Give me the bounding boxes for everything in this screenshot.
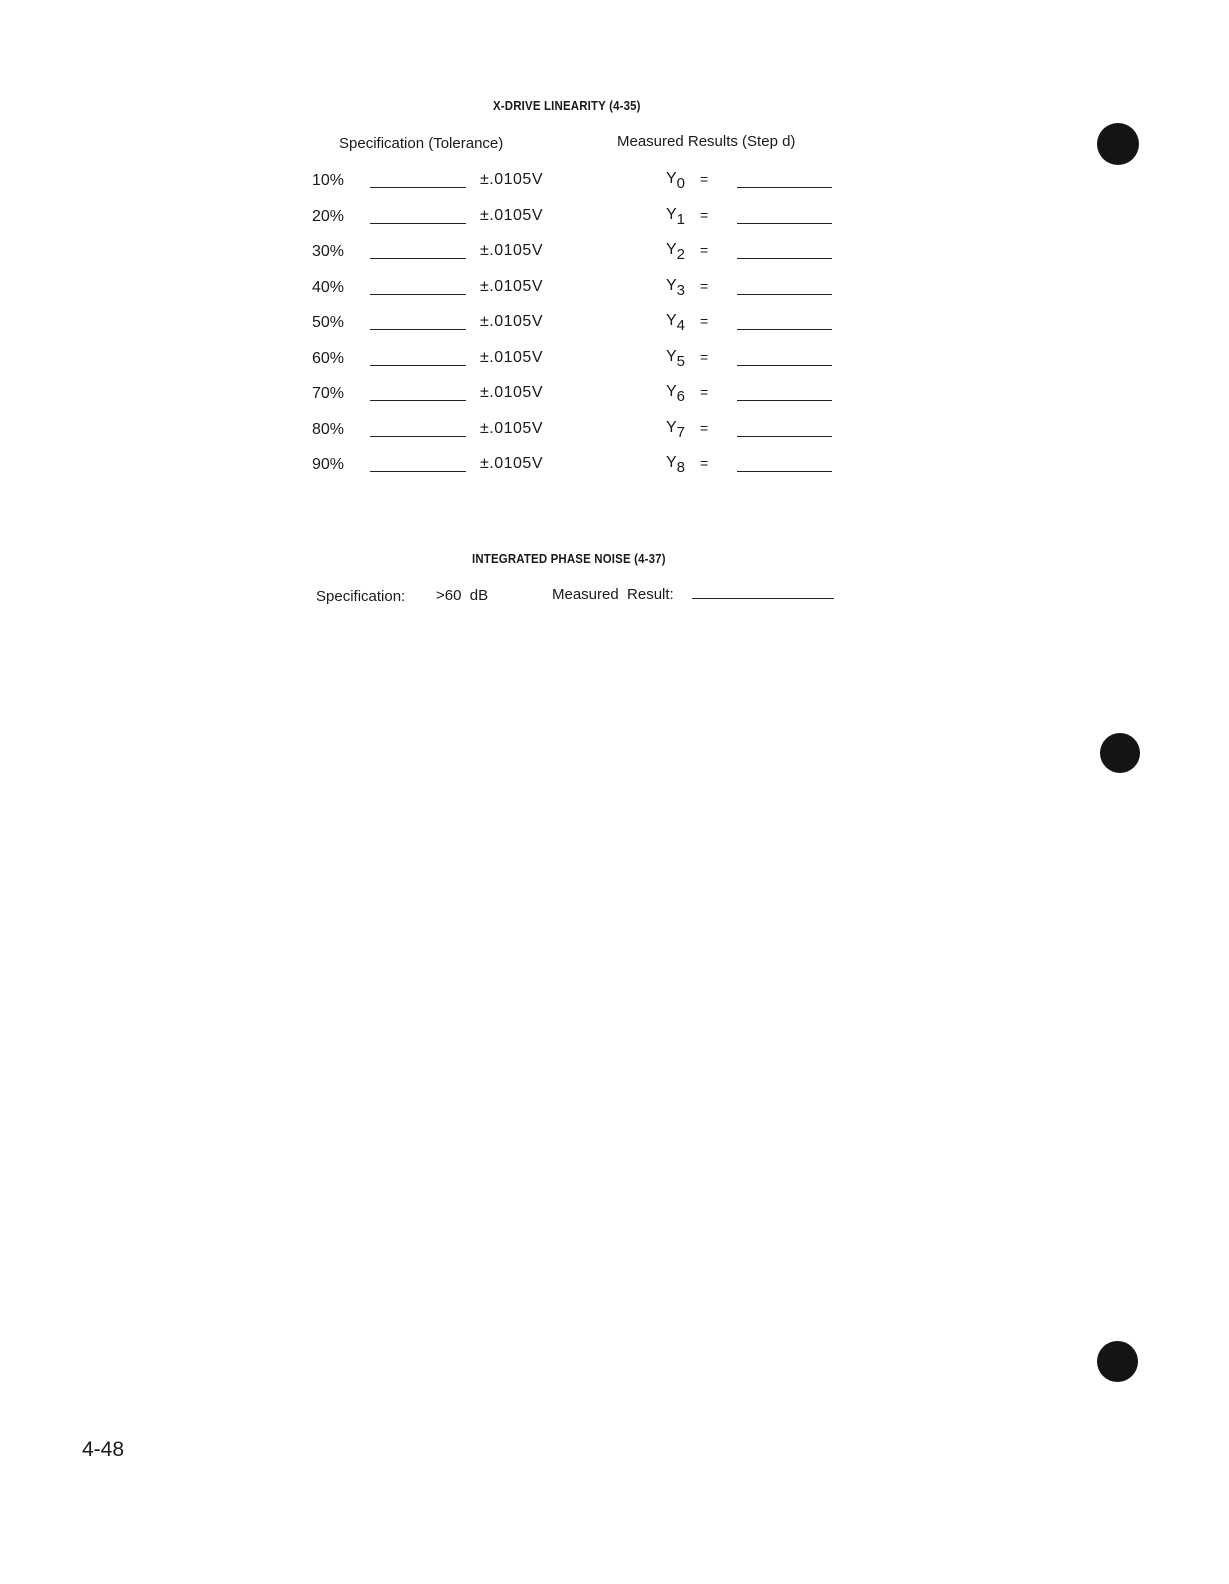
result-blank[interactable] (737, 258, 832, 259)
tolerance-value: ±.0105V (480, 348, 543, 366)
result-blank[interactable] (737, 471, 832, 472)
y-variable (666, 206, 685, 228)
tolerance-value: ±.0105V (480, 313, 543, 330)
y-variable-subscript: 0 (676, 175, 686, 192)
measurement-blank[interactable] (370, 436, 466, 437)
measured-results-column-header: Measured Results (Step d) (617, 133, 796, 150)
section-title-integrated-phase-noise: INTEGRATED PHASE NOISE (4-37) (472, 551, 666, 566)
percent-label: 40% (312, 278, 345, 296)
result-blank[interactable] (737, 400, 832, 401)
y-variable-letter: Y (666, 418, 677, 436)
tolerance-value: ±.0105V (480, 384, 543, 401)
result-blank[interactable] (737, 329, 832, 330)
specification-column-header: Specification (Tolerance) (339, 135, 504, 152)
measurement-blank[interactable] (370, 400, 466, 401)
linearity-row (0, 206, 1229, 230)
y-variable (666, 383, 685, 405)
y-variable-letter: Y (666, 383, 677, 400)
percent-label: 60% (312, 349, 345, 367)
result-blank[interactable] (737, 223, 832, 224)
tolerance-value: ±.0105V (480, 277, 543, 295)
linearity-row (0, 419, 1229, 443)
y-variable (666, 348, 685, 370)
linearity-row (0, 454, 1229, 478)
equals-sign: = (700, 242, 709, 258)
tolerance-value: ±.0105V (480, 171, 543, 188)
equals-sign: = (700, 277, 709, 294)
tolerance-value: ±.0105V (480, 242, 543, 259)
measurement-blank[interactable] (370, 223, 466, 224)
phase-noise-spec-label: Specification: (316, 588, 406, 605)
y-variable-subscript: 7 (676, 423, 686, 441)
y-variable-letter: Y (666, 276, 677, 294)
y-variable-subscript: 4 (676, 317, 686, 334)
linearity-row (0, 348, 1229, 372)
binder-hole-top (1097, 123, 1139, 165)
measurement-blank[interactable] (370, 187, 466, 188)
measurement-blank[interactable] (370, 365, 466, 366)
linearity-row (0, 312, 1229, 336)
page-number: 4-48 (82, 1438, 125, 1461)
measurement-blank[interactable] (370, 258, 466, 259)
measurement-blank[interactable] (370, 471, 466, 472)
binder-hole-middle (1100, 733, 1140, 773)
y-variable-letter: Y (666, 205, 677, 223)
percent-label: 30% (312, 243, 345, 260)
equals-sign: = (700, 206, 709, 223)
equals-sign: = (700, 348, 709, 365)
percent-label: 20% (312, 207, 345, 225)
measurement-blank[interactable] (370, 329, 466, 330)
y-variable (666, 419, 685, 441)
y-variable-subscript: 5 (676, 352, 686, 370)
y-variable-letter: Y (666, 170, 677, 187)
y-variable-letter: Y (666, 312, 677, 329)
percent-label: 70% (312, 385, 345, 402)
equals-sign: = (700, 384, 709, 400)
result-blank[interactable] (737, 436, 832, 437)
y-variable-letter: Y (666, 241, 677, 258)
y-variable (666, 312, 685, 334)
linearity-row (0, 170, 1229, 194)
percent-label: 90% (312, 456, 345, 473)
result-blank[interactable] (737, 187, 832, 188)
equals-sign: = (700, 171, 709, 187)
percent-label: 50% (312, 314, 345, 331)
y-variable (666, 277, 685, 299)
y-variable-letter: Y (666, 454, 677, 471)
linearity-row (0, 383, 1229, 407)
y-variable (666, 170, 685, 192)
percent-label: 10% (312, 172, 345, 189)
y-variable (666, 454, 685, 476)
tolerance-value: ±.0105V (480, 206, 543, 224)
linearity-row (0, 277, 1229, 301)
y-variable (666, 241, 685, 263)
section-title-x-drive-linearity: X-DRIVE LINEARITY (4-35) (493, 98, 641, 113)
linearity-row (0, 241, 1229, 265)
percent-label: 80% (312, 420, 345, 438)
y-variable-subscript: 2 (676, 246, 686, 263)
y-variable-letter: Y (666, 347, 677, 365)
equals-sign: = (700, 455, 709, 471)
measured-result-label: Measured Result: (552, 586, 674, 603)
y-variable-subscript: 3 (676, 281, 686, 299)
tolerance-value: ±.0105V (480, 455, 543, 472)
equals-sign: = (700, 419, 709, 436)
binder-hole-bottom (1097, 1341, 1138, 1382)
measurement-blank[interactable] (370, 294, 466, 295)
measured-result-blank[interactable] (692, 598, 834, 599)
y-variable-subscript: 8 (676, 459, 686, 476)
tolerance-value: ±.0105V (480, 419, 543, 437)
equals-sign: = (700, 313, 709, 329)
phase-noise-spec-value: >60 dB (436, 587, 489, 604)
result-blank[interactable] (737, 365, 832, 366)
y-variable-subscript: 1 (676, 210, 686, 228)
result-blank[interactable] (737, 294, 832, 295)
y-variable-subscript: 6 (676, 388, 686, 405)
